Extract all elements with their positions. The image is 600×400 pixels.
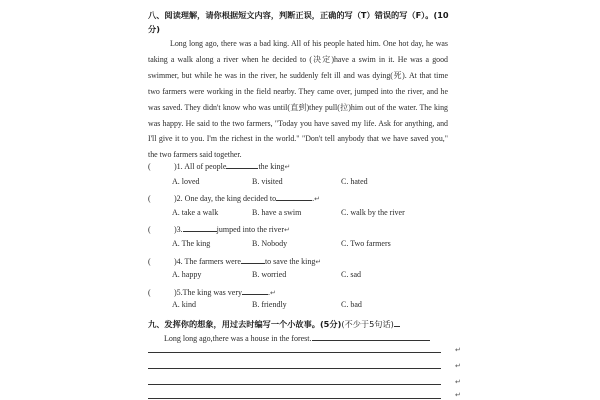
return-mark-icon: ↵ <box>455 391 461 399</box>
return-mark-icon: ↵ <box>284 226 290 234</box>
option-a[interactable]: A. loved <box>172 177 200 186</box>
section-8-title: 八、阅读理解，请你根据短文内容，判断正误，正确的写（T）错误的写（F）。(10分) <box>148 10 449 34</box>
return-mark-icon: ↵ <box>455 346 461 354</box>
option-b[interactable]: B. Nobody <box>252 239 288 248</box>
option-b[interactable]: B. visited <box>252 177 283 186</box>
question-3-blank <box>183 223 217 232</box>
question-1-stem: )1. All of people <box>174 162 227 171</box>
option-b[interactable]: B. friendly <box>252 300 287 309</box>
question-2-blank <box>276 192 315 203</box>
option-b[interactable]: B. worried <box>252 270 287 279</box>
writing-line-2[interactable] <box>148 368 441 369</box>
answer-paren[interactable]: ( <box>148 257 151 266</box>
answer-paren[interactable]: ( <box>148 162 151 171</box>
question-5-stem: )5.The king was very <box>174 288 242 297</box>
section-9-note: (不少于5句话) <box>341 319 394 329</box>
story-first-line-blank[interactable] <box>312 332 430 341</box>
option-c[interactable]: C. sad <box>341 270 361 279</box>
question-4-stem: )4. The farmers were <box>174 257 241 266</box>
question-1-after: the king <box>258 162 285 171</box>
writing-line-3[interactable] <box>148 384 441 385</box>
question-2-stem: )2. One day, the king decided to <box>174 194 277 203</box>
question-3-stem: )3. <box>174 225 183 234</box>
story-opening-text: Long long ago,there was a house in the forest. <box>164 334 312 343</box>
question-5-blank <box>242 286 268 295</box>
passage-text: Long long ago, there was a bad king. All of his people hated him. One hot day, he was taking a walk along a river when he decided to (决定)have a swim in it. He was a good swimmer, but while he was in the river, he suddenly felt ill and was dying(死). At that time two farmers were working in the field nearby. They came over, jumped into the river, and he was saved. They didn't know who was until(直到)they pull(拉)him out of the water. The king was happy. He said to the two farmers, "Today you have saved my life. Ask for anything, and I'll give it to you. I'm the richest in the world." "Don't tell anybody that we have saved you," the two farmers said together. <box>148 39 448 160</box>
question-4 <box>148 255 321 267</box>
section-9-heading: 九、发挥你的想象，用过去时编写一个小故事。(5分) <box>148 319 342 329</box>
question-5-after: . <box>267 288 270 297</box>
return-mark-icon: ↵ <box>455 378 461 386</box>
option-a[interactable]: A. kind <box>172 300 196 309</box>
return-mark-icon: ↵ <box>455 362 461 370</box>
return-mark-icon: ↵ <box>315 258 322 266</box>
question-1 <box>148 160 290 172</box>
section-9-title-rule <box>394 318 400 327</box>
question-4-after: to save the king <box>264 257 316 266</box>
option-c[interactable]: C. walk by the river <box>341 208 405 217</box>
return-mark-icon: ↵ <box>284 163 291 171</box>
question-1-blank <box>226 160 258 169</box>
writing-line-1[interactable] <box>148 352 441 353</box>
return-mark-icon: ↵ <box>314 195 320 203</box>
question-4-blank <box>241 255 265 264</box>
question-3 <box>148 223 290 235</box>
answer-paren[interactable]: ( <box>148 225 151 234</box>
answer-paren[interactable]: ( <box>148 288 151 297</box>
option-c[interactable]: C. Two farmers <box>341 239 391 248</box>
question-2 <box>148 192 320 204</box>
option-a[interactable]: A. happy <box>172 270 202 279</box>
question-3-after: jumped into the river <box>216 225 284 234</box>
reading-passage <box>148 36 448 163</box>
option-a[interactable]: A. The king <box>172 239 211 248</box>
option-b[interactable]: B. have a swim <box>252 208 302 217</box>
return-mark-icon: ↵ <box>269 289 276 297</box>
section-9-title <box>148 318 448 330</box>
story-opening <box>164 332 430 343</box>
question-2-after: . <box>312 194 315 203</box>
question-5 <box>148 286 276 298</box>
writing-line-4[interactable] <box>148 398 441 399</box>
option-a[interactable]: A. take a walk <box>172 208 219 217</box>
answer-paren[interactable]: ( <box>148 194 151 203</box>
option-c[interactable]: C. hated <box>341 177 368 186</box>
option-c[interactable]: C. bad <box>341 300 362 309</box>
